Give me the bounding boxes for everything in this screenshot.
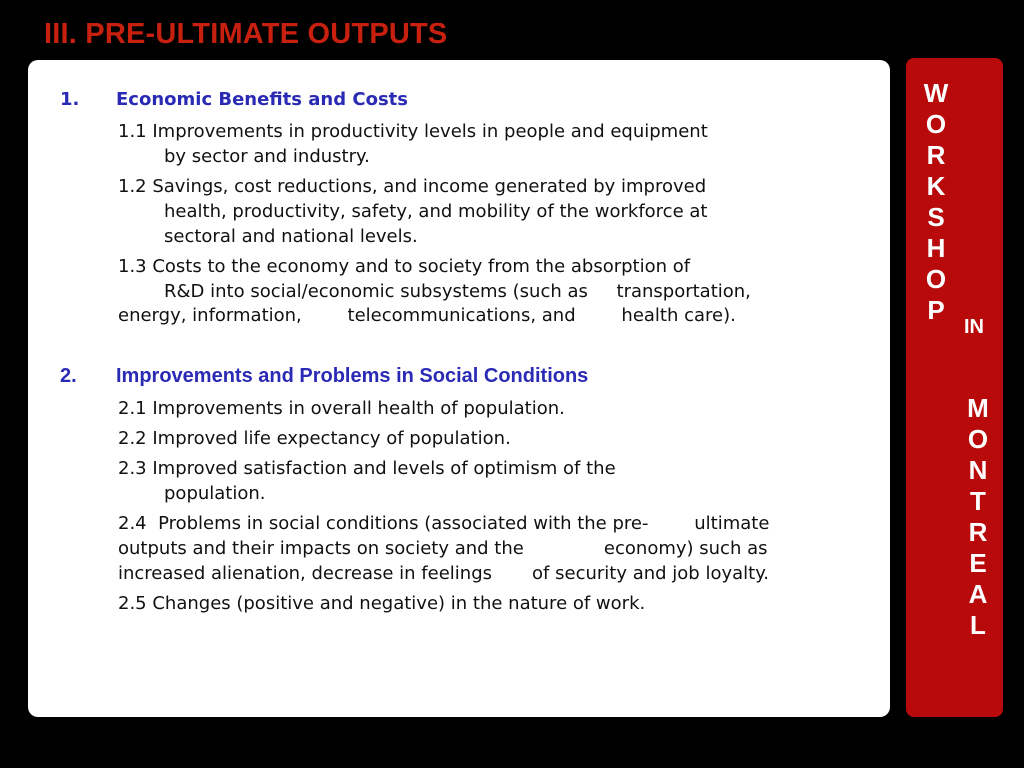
item-1-2-line-3: sectoral and national levels. [164,226,418,247]
slide-title: III. PRE-ULTIMATE OUTPUTS [44,18,448,50]
item-2-1: 2.1 Improvements in overall health of population. [118,398,565,419]
item-1-1-line-2: by sector and industry. [164,146,370,167]
banner-letter: M [967,393,989,423]
item-1-3-line-1: 1.3 Costs to the economy and to society from the absorption of [118,256,691,277]
banner-letter: R [968,517,988,547]
banner-letter: A [968,579,988,609]
item-1-3-line-2: R&D into social/economic subsystems (such as transportation, [164,281,751,302]
item-2-5: 2.5 Changes (positive and negative) in the nature of work. [118,593,646,614]
item-2-4-line-3: increased alienation, decrease in feelings of security and job loyalty. [118,563,770,584]
section-1-heading [60,89,408,110]
section-1-title: Economic Benefits and Costs [116,89,408,110]
banner-letter: E [969,548,987,578]
banner-letter: O [967,424,989,454]
banner-letter: P [927,295,945,325]
item-2-3-line-2: population. [164,483,266,504]
banner-letter: S [927,202,945,232]
banner-letter: H [926,233,946,263]
banner-letter: L [970,610,986,640]
item-1-2-line-1: 1.2 Savings, cost reductions, and income generated by improved [118,176,707,197]
item-1-3-line-3: energy, information, telecommunications, and health care). [118,305,736,326]
item-2-3-line-1: 2.3 Improved satisfaction and levels of optimism of the [118,458,616,479]
content-panel [28,60,890,717]
section-1-number: 1. [60,89,80,110]
banner-letter: N [968,455,988,485]
section-2-heading [60,365,588,388]
item-2-4-line-1: 2.4 Problems in social conditions (associated with the pre- ultimate [118,513,770,534]
banner-letter: T [970,486,986,516]
item-1-1-line-1: 1.1 Improvements in productivity levels in people and equipment [118,121,708,142]
banner-letter: W [923,78,949,108]
item-2-2: 2.2 Improved life expectancy of population. [118,428,511,449]
item-1-2-line-2: health, productivity, safety, and mobility of the workforce at [164,201,708,222]
item-2-4-line-2: outputs and their impacts on society and the economy) such as [118,538,768,559]
workshop-banner [906,58,1003,717]
section-2-title: Improvements and Problems in Social Conditions [116,365,589,387]
banner-letter: O [925,264,947,294]
section-2-number: 2. [60,365,77,387]
banner-letter: O [925,109,947,139]
banner-letter: R [926,140,946,170]
banner-letter: K [926,171,946,201]
banner-word-in: IN [964,316,984,338]
banner-word-montreal [954,393,1002,641]
banner-word-workshop [906,78,966,326]
